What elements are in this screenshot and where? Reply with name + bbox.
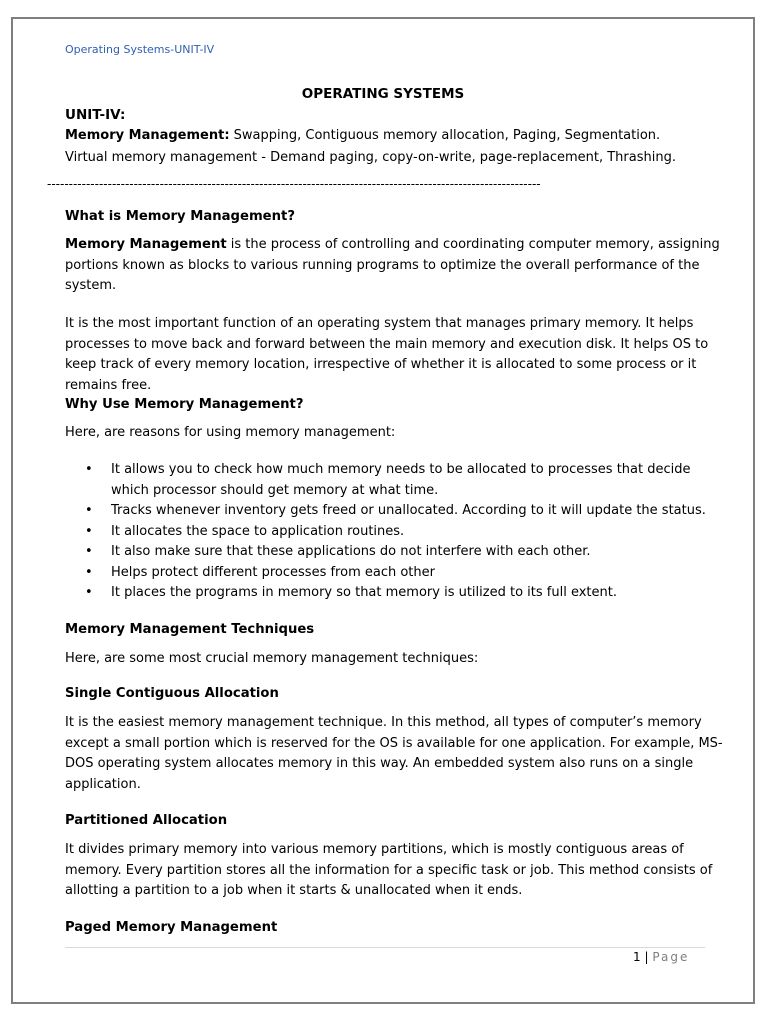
list-item-continuation <box>65 481 706 502</box>
paragraph-techniques-intro: Here, are some most crucial memory management techniques: <box>65 651 479 666</box>
list-item <box>65 563 706 584</box>
list-item-text: It places the programs in memory so that memory is utilized to its full extent. <box>111 585 617 600</box>
page-label: Page <box>652 950 690 964</box>
document-page <box>11 17 755 1004</box>
syllabus-memory-management <box>65 128 660 143</box>
paragraph-text: is the process of controlling and coordinating computer memory, assigning <box>226 237 720 252</box>
paragraph-line: It is the most important function of an operating system that manages primary memory. It helps <box>65 316 694 331</box>
syllabus-mm-label: Memory Management: <box>65 128 230 143</box>
list-item <box>65 522 706 543</box>
bullet-icon: • <box>85 503 93 518</box>
paragraph-partitioned <box>65 840 712 902</box>
footer-rule <box>65 947 705 948</box>
page-footer <box>633 950 689 964</box>
paragraph-line: It divides primary memory into various memory partitions, which is mostly contiguous areas of <box>65 842 684 857</box>
page-number: 1 <box>633 950 641 964</box>
paragraph-line <box>65 235 720 256</box>
paragraph-line: except a small portion which is reserved for the OS is available for one application. For example, MS- <box>65 735 723 751</box>
divider-line: ------------------------------------------------------------------------------------------------------------------ <box>47 177 541 191</box>
heading-what-is-memory-management: What is Memory Management? <box>65 209 295 224</box>
document-title: OPERATING SYSTEMS <box>301 86 465 102</box>
definition-term: Memory Management <box>65 237 227 252</box>
paragraph-function <box>65 314 708 396</box>
paragraph-line: DOS operating system allocates memory in this way. An embedded system also runs on a single <box>65 756 694 771</box>
list-item <box>65 542 706 563</box>
paragraph-why-intro: Here, are reasons for using memory management: <box>65 425 396 440</box>
running-header: Operating Systems-UNIT-IV <box>65 43 215 56</box>
paragraph-line: application. <box>65 776 141 792</box>
paragraph-line: allotting a partition to a job when it starts & unallocated when it ends. <box>65 883 523 898</box>
footer-separator: | <box>640 950 653 964</box>
reasons-list <box>65 460 706 604</box>
paragraph-line: portions known as blocks to various running programs to optimize the overall performance of the <box>65 257 700 273</box>
heading-why-use: Why Use Memory Management? <box>65 397 304 412</box>
unit-heading: UNIT-IV: <box>65 107 126 123</box>
paragraph-line: remains free. <box>65 377 152 393</box>
list-item-text: It allows you to check how much memory needs to be allocated to processes that decide <box>111 462 691 477</box>
list-item-text: It allocates the space to application routines. <box>111 523 405 539</box>
list-item-text: Helps protect different processes from each other <box>111 564 435 580</box>
paragraph-single-contiguous <box>65 713 723 795</box>
paragraph-line: memory. Every partition stores all the information for a specific task or job. This method consists of <box>65 862 713 878</box>
bullet-icon: • <box>85 462 93 477</box>
paragraph-line: keep track of every memory location, irrespective of whether it is allocated to some process or it <box>65 357 697 372</box>
paragraph-definition <box>65 235 720 297</box>
paragraph-line: processes to move back and forward between the main memory and execution disk. It helps OS to <box>65 336 709 352</box>
syllabus-virtual-memory: Virtual memory management - Demand paging, copy-on-write, page-replacement, Thrashing. <box>65 150 676 165</box>
heading-paged: Paged Memory Management <box>65 920 278 935</box>
bullet-icon: • <box>85 544 93 559</box>
paragraph-line: It is the easiest memory management technique. In this method, all types of computer’s memory <box>65 715 702 730</box>
bullet-icon: • <box>85 564 93 580</box>
syllabus-mm-text: Swapping, Contiguous memory allocation, Paging, Segmentation. <box>229 128 661 143</box>
heading-partitioned: Partitioned Allocation <box>65 813 228 828</box>
list-item <box>65 583 706 604</box>
heading-single-contiguous: Single Contiguous Allocation <box>65 686 279 701</box>
list-item <box>65 501 706 522</box>
bullet-icon: • <box>85 585 93 600</box>
list-item-text: which processor should get memory at what time. <box>111 482 439 498</box>
list-item-text: Tracks whenever inventory gets freed or unallocated. According to it will update the status. <box>111 503 706 518</box>
heading-techniques: Memory Management Techniques <box>65 622 315 637</box>
list-item-text: It also make sure that these applications do not interfere with each other. <box>111 544 591 559</box>
list-item <box>65 460 706 481</box>
bullet-icon: • <box>85 523 93 539</box>
paragraph-line: system. <box>65 278 117 293</box>
